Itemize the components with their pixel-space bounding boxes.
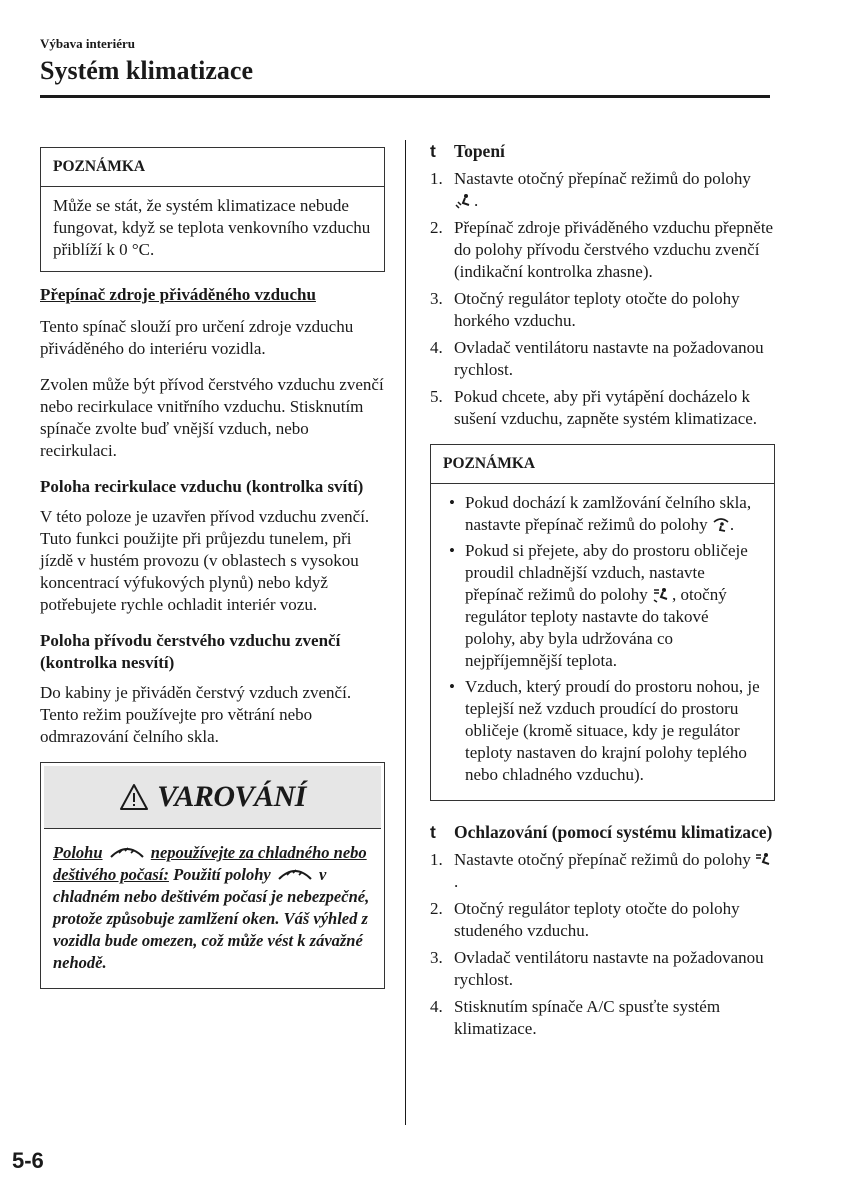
left-column — [40, 147, 385, 989]
warning-line2-a: Použití polohy — [173, 865, 271, 884]
warning-box — [40, 762, 385, 989]
fresh-text-2: Tento režim používejte pro větrání nebo odmrazování čelního skla. — [40, 705, 313, 746]
list-item: 1. Nastavte otočný přepínač režimů do polohy . — [430, 849, 775, 893]
note-box — [430, 444, 775, 801]
note-bullet: • Pokud dochází k zamlžování čelního skla, nastavte přepínač režimů do polohy . — [443, 492, 762, 536]
note-bullet: • Vzduch, který proudí do prostoru nohou, je teplejší než vzduch proudící do prostoru obličeje (kromě situace, kdy je regulátor teploty nastaven do krajní polohy teplého nebo chladného vzduchu). — [443, 676, 762, 786]
switch-paragraph-1: Tento spínač slouží pro určení zdroje vzduchu přiváděného do interiéru vozidla. — [40, 317, 354, 358]
section-marker: t — [430, 141, 436, 161]
list-item: 5. Pokud chcete, aby při vytápění docházelo k sušení vzduchu, zapněte systém klimatizace. — [430, 387, 758, 428]
list-item: 3. Ovladač ventilátoru nastavte na požadovanou rychlost. — [430, 948, 764, 989]
list-item: 1. Nastavte otočný přepínač režimů do polohy . — [430, 169, 751, 210]
cooling-heading — [430, 821, 775, 843]
warning-line2-b: v chladném nebo deštivém počasí je nebezpečné, protože způsobuje zamlžení oken. Váš výhled z vozidla bude omezen, což může vést k závažné nehodě. — [53, 865, 370, 972]
warning-header — [44, 766, 381, 829]
face-mode-icon — [755, 852, 773, 868]
recirc-heading: Poloha recirkulace vzduchu (kontrolka svítí) — [40, 477, 364, 496]
note-list — [443, 492, 762, 786]
cooling-title: Ochlazování (pomocí systému klimatizace) — [454, 822, 773, 842]
defrost-mode-icon — [107, 843, 147, 861]
column-divider — [405, 140, 406, 1125]
note-text: Může se stát, že systém klimatizace nebude fungovat, když se teplota venkovního vzduchu přiblíží k 0 °C. — [53, 196, 371, 259]
cooling-steps — [430, 849, 775, 1040]
fresh-text-1: Do kabiny je přiváděn čerstvý vzduch zvenčí. — [40, 683, 352, 702]
heating-title: Topení — [454, 141, 505, 161]
list-item: 2. Otočný regulátor teploty otočte do polohy studeného vzduchu. — [430, 899, 740, 940]
title-divider — [40, 95, 770, 98]
warning-text — [41, 832, 384, 988]
note-box — [40, 147, 385, 272]
list-item: 4. Ovladač ventilátoru nastavte na požadovanou rychlost. — [430, 338, 764, 379]
defrost-mode-icon — [275, 865, 315, 883]
list-item: 3. Otočný regulátor teploty otočte do polohy horkého vzduchu. — [430, 289, 740, 330]
switch-heading: Přepínač zdroje přiváděného vzduchu — [40, 285, 316, 304]
floor-mode-icon — [454, 193, 474, 209]
warning-line1-b: nepoužívejte za chladného nebo deštivého počasí: — [53, 843, 367, 884]
switch-paragraph-2: Zvolen může být přívod čerstvého vzduchu zvenčí nebo recirkulace vnitřního vzduchu. Stisknutím spínače zvolte buď vnější vzduch, nebo recirkulaci. — [40, 375, 384, 460]
warning-line1-a: Polohu — [53, 843, 103, 862]
warning-triangle-icon — [119, 783, 149, 811]
page-number: 5-6 — [12, 1148, 44, 1173]
fresh-heading: Poloha přívodu čerstvého vzduchu zvenčí (kontrolka nesvítí) — [40, 631, 341, 672]
bilevel-mode-icon — [652, 587, 672, 603]
warning-title: VAROVÁNÍ — [157, 780, 306, 813]
recirc-text: V této poloze je uzavřen přívod vzduchu zvenčí. Tuto funkci použijte při průjezdu tunelem, při jízdě v hustém provozu (v oblastech s vysokou koncentrací výfukových plynů) nebo když potřebujete rychle ochladit interiér vozu. — [40, 507, 370, 614]
note-heading: POZNÁMKA — [431, 445, 774, 484]
section-marker: t — [430, 822, 436, 842]
list-item: 4. Stisknutím spínače A/C spusťte systém klimatizace. — [430, 997, 721, 1038]
heating-heading — [430, 140, 775, 162]
note-bullet: • Pokud si přejete, aby do prostoru obličeje proudil chladnější vzduch, nastavte přepínač režimů do polohy , otočný regulátor teploty nastavte do takové polohy, aby byla udržována co nejpříjemnější teplota. — [443, 540, 762, 672]
page-title: Systém klimatizace — [40, 56, 254, 85]
floor-defrost-mode-icon — [712, 517, 730, 533]
list-item: 2. Přepínač zdroje přiváděného vzduchu přepněte do polohy přívodu čerstvého vzduchu zvenčí (indikační kontrolka zhasne). — [430, 218, 774, 281]
section-label: Výbava interiéru — [40, 36, 135, 51]
note-heading: POZNÁMKA — [41, 148, 384, 187]
right-column — [430, 140, 775, 1054]
heating-steps — [430, 168, 775, 430]
